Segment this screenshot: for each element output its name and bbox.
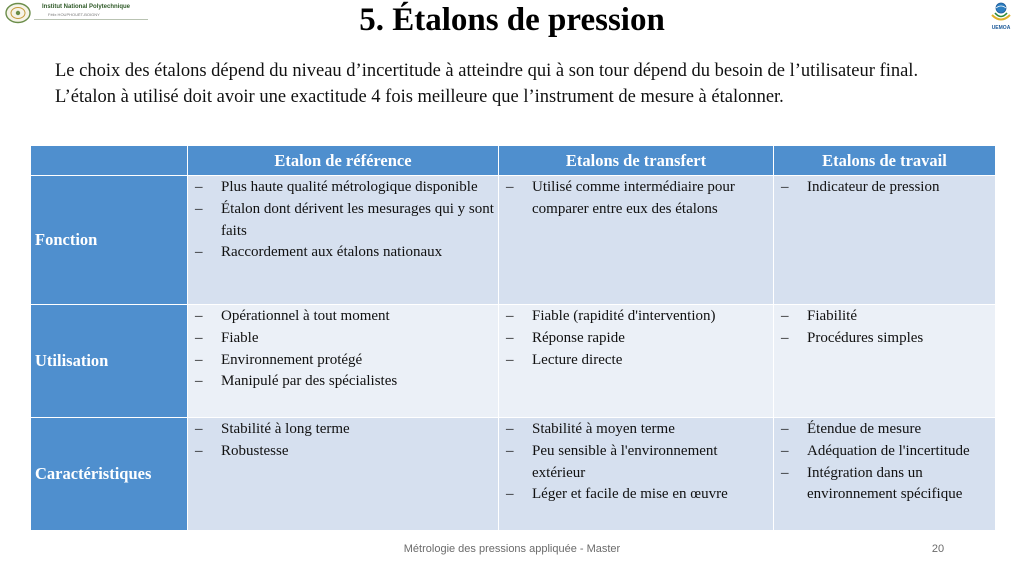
bullet-dash: – (506, 179, 514, 195)
header-reference-standard: Etalon de référence (188, 146, 499, 176)
header-working-standards: Etalons de travail (774, 146, 996, 176)
list-item (778, 328, 991, 350)
footer-course-title: Métrologie des pressions appliquée - Master (403, 543, 621, 555)
pressure-standards-table (30, 145, 996, 531)
bullet-dash: – (195, 442, 203, 459)
table-cell (499, 305, 774, 418)
bullet-dash: – (195, 244, 203, 261)
list-item (192, 242, 494, 264)
bullet-dash: – (195, 308, 203, 324)
list-item-text: Robustesse (221, 442, 289, 459)
table-cell (774, 418, 996, 531)
list-item-text: Stabilité à long terme (221, 421, 350, 437)
table-row (31, 305, 996, 418)
list-item-text: Procédures simples (807, 329, 924, 346)
list-item-text: Fiable (rapidité d'intervention) (532, 308, 716, 324)
list-item (503, 177, 769, 221)
bullet-dash: – (506, 329, 514, 346)
bullet-dash: – (781, 421, 789, 437)
bullet-dash: – (506, 351, 514, 368)
bullet-dash: – (195, 329, 203, 346)
bullet-dash: – (781, 442, 789, 459)
header-transfer-standards: Etalons de transfert (499, 146, 774, 176)
list-item (503, 328, 769, 350)
list-item-text: Opérationnel à tout moment (221, 308, 390, 324)
intro-paragraph-2: L’étalon à utilisé doit avoir une exactitude 4 fois meilleure que l’instrument de mesure à étalonner. (55, 86, 784, 107)
table-cell (774, 305, 996, 418)
list-item (503, 350, 769, 372)
bullet-dash: – (781, 179, 789, 195)
list-item-text: Manipulé par des spécialistes (221, 373, 398, 390)
list-item-text: Peu sensible à l'environnement extérieur (532, 442, 718, 481)
page-number: 20 (931, 543, 945, 555)
list-item-text: Plus haute qualité métrologique disponible (221, 179, 478, 195)
bullet-dash: – (506, 486, 514, 503)
table-row (31, 176, 996, 305)
list-item (192, 419, 494, 441)
row-label-caracteristiques: Caractéristiques (31, 418, 188, 531)
intro-paragraph-1: Le choix des étalons dépend du niveau d’incertitude à atteindre qui à son tour dépend du besoin de l’utilisateur final. (55, 61, 919, 81)
list-item-text: Intégration dans un environnement spécifique (807, 464, 963, 503)
list-item (192, 350, 494, 372)
list-item-text: Environnement protégé (221, 351, 363, 368)
table-cell (188, 176, 499, 305)
row-label-fonction: Fonction (31, 176, 188, 305)
bullet-dash: – (506, 421, 514, 437)
bullet-dash: – (506, 442, 514, 459)
bullet-dash: – (195, 179, 203, 195)
list-item (192, 441, 494, 463)
list-item (192, 371, 494, 393)
bullet-dash: – (781, 464, 789, 481)
list-item-text: Léger et facile de mise en œuvre (532, 486, 728, 503)
list-item (778, 463, 991, 507)
list-item-text: Étendue de mesure (807, 421, 922, 437)
bullet-dash: – (781, 329, 789, 346)
table-cell (499, 176, 774, 305)
table-row (31, 418, 996, 531)
list-item (778, 441, 991, 463)
list-item (192, 328, 494, 350)
uemoa-caption: UEMOA (991, 25, 1011, 31)
list-item (192, 199, 494, 243)
bullet-dash: – (195, 373, 203, 390)
list-item (503, 306, 769, 328)
list-item (192, 306, 494, 328)
list-item-text: Raccordement aux étalons nationaux (221, 244, 443, 261)
list-item-text: Utilisé comme intermédiaire pour comparer entre eux des étalons (532, 179, 735, 217)
table-header-row (31, 146, 996, 176)
bullet-dash: – (195, 351, 203, 368)
list-item (778, 306, 991, 328)
bullet-dash: – (195, 421, 203, 437)
institution-subtitle: Félix HOUPHOUËT-BOIGNY (48, 12, 100, 17)
institution-name: Institut National Polytechnique (42, 4, 131, 10)
list-item-text: Fiabilité (807, 308, 857, 324)
row-label-utilisation: Utilisation (31, 305, 188, 418)
list-item (503, 419, 769, 441)
list-item-text: Lecture directe (532, 351, 623, 368)
table-cell (188, 305, 499, 418)
list-item (778, 419, 991, 441)
list-item-text: Adéquation de l'incertitude (807, 442, 970, 459)
table-cell (774, 176, 996, 305)
table-cell (499, 418, 774, 531)
list-item (192, 177, 494, 199)
list-item (503, 441, 769, 485)
list-item-text: Indicateur de pression (807, 179, 940, 195)
list-item (778, 177, 991, 199)
bullet-dash: – (781, 308, 789, 324)
list-item-text: Réponse rapide (532, 329, 625, 346)
list-item-text: Étalon dont dérivent les mesurages qui y sont faits (221, 200, 494, 239)
intro-text (55, 59, 983, 110)
header-corner (31, 146, 188, 176)
list-item (503, 484, 769, 506)
list-item-text: Stabilité à moyen terme (532, 421, 675, 437)
slide-title: 5. Étalons de pression (359, 2, 665, 38)
bullet-dash: – (195, 200, 203, 217)
table-cell (188, 418, 499, 531)
list-item-text: Fiable (221, 329, 259, 346)
bullet-dash: – (506, 308, 514, 324)
